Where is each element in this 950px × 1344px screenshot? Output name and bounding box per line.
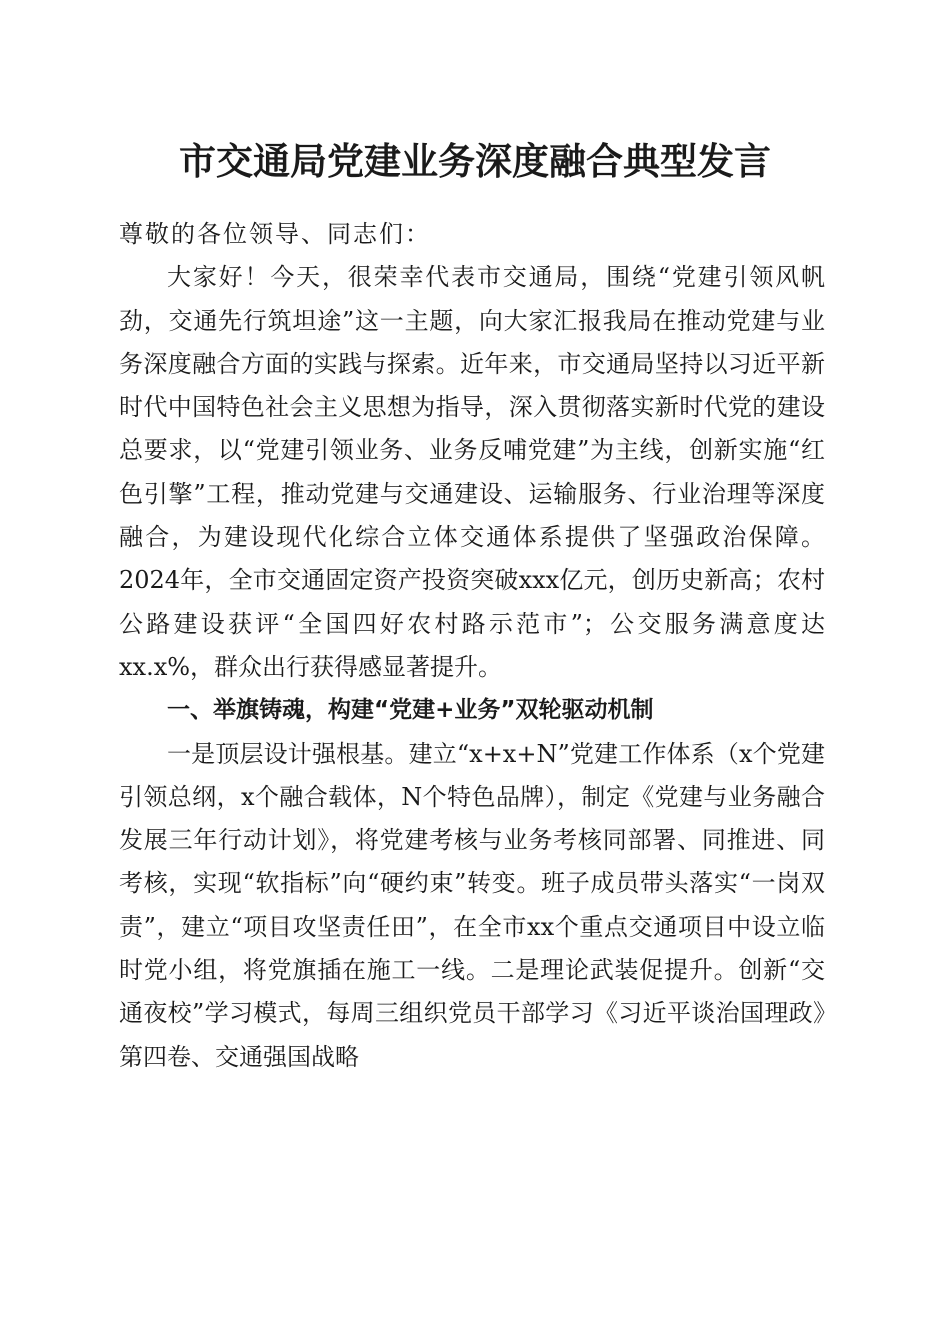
- paragraph-section-1: 一是顶层设计强根基。建立“x+x+N”党建工作体系（x个党建引领总纲，x个融合载体，N个特色品牌），制定《党建与业务融合发展三年行动计划》，将党建考核与业务考核同部署、同推进、同考核，实现“软指标”向“硬约束”转变。班子成员带头落实“一岗双责”，建立“项目攻坚责任田”，在全市xx个重点交通项目中设立临时党小组，将党旗插在施工一线。二是理论武装促提升。创新“交通夜校”学习模式，每周三组织党员干部学习《习近平谈治国理政》第四卷、交通强国战略: [119, 739, 825, 1071]
- section-heading: 一、举旗铸魂，构建“党建+业务”双轮驱动机制: [167, 697, 654, 724]
- salutation: 尊敬的各位领导、同志们：: [119, 220, 431, 248]
- document-title: 市交通局党建业务深度融合典型发言: [179, 139, 771, 183]
- paragraph-intro: 大家好！今天，很荣幸代表市交通局，围绕“党建引领风帆劲，交通先行筑坦途”这一主题，向大家汇报我局在推动党建与业务深度融合方面的实践与探索。近年来，市交通局坚持以习近平新时代中国特色社会主义思想为指导，深入贯彻落实新时代党的建设总要求，以“党建引领业务、业务反哺党建”为主线，创新实施“红色引擎”工程，推动党建与交通建设、运输服务、行业治理等深度融合，为建设现代化综合立体交通体系提供了坚强政治保障。2024年，全市交通固定资产投资突破xxx亿元，创历史新高；农村公路建设获评“全国四好农村路示范市”；公交服务满意度达xx.x%，群众出行获得感显著提升。: [119, 263, 825, 681]
- document-body: [119, 213, 825, 1079]
